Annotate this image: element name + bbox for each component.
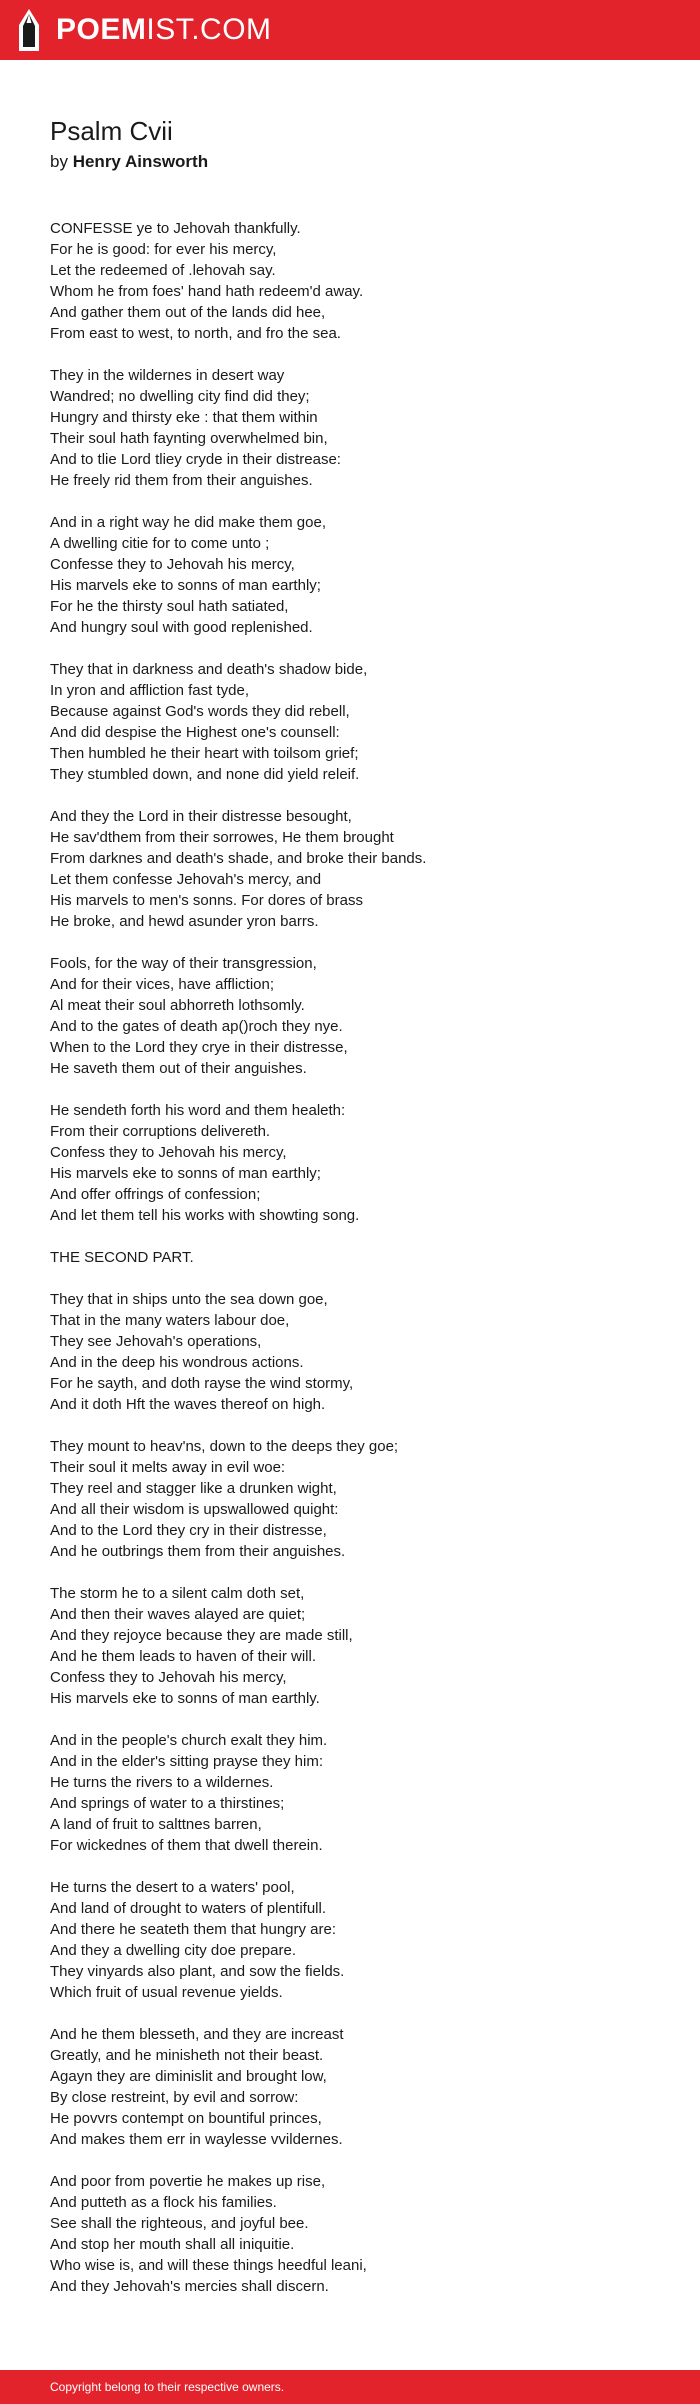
- poem-line: For he the thirsty soul hath satiated,: [50, 598, 289, 615]
- site-footer: [0, 2370, 700, 2404]
- poem-line: And let them tell his works with showting song.: [50, 1207, 360, 1224]
- poem-line: See shall the righteous, and joyful bee.: [50, 2215, 309, 2232]
- poem-line: When to the Lord they crye in their distresse,: [50, 1039, 348, 1056]
- poem-line: And in a right way he did make them goe,: [50, 514, 326, 531]
- poem-line: Al meat their soul abhorreth lothsomly.: [50, 997, 305, 1014]
- poem-line: He freely rid them from their anguishes.: [50, 472, 313, 489]
- poem-line: And makes them err in waylesse vvildernes.: [50, 2131, 343, 2148]
- author-link[interactable]: Henry Ainsworth: [72, 152, 209, 171]
- poem-line: Wandred; no dwelling city find did they;: [50, 388, 310, 405]
- poem-line: From their corruptions delivereth.: [50, 1123, 271, 1140]
- poem-line: And it doth Hft the waves thereof on high.: [50, 1396, 326, 1413]
- poem-line: And he them blesseth, and they are increast: [50, 2026, 344, 2043]
- stanza: [50, 365, 670, 491]
- stanza: [50, 1877, 670, 2003]
- poem-line: And he outbrings them from their anguishes.: [50, 1543, 346, 1560]
- poem-title: Psalm Cvii: [50, 116, 173, 146]
- poem-line: And stop her mouth shall all iniquitie.: [50, 2236, 295, 2253]
- poem-body: [50, 218, 670, 2318]
- poem-line: He sendeth forth his word and them healeth:: [50, 1102, 346, 1119]
- poem-line: And all their wisdom is upswallowed quight:: [50, 1501, 339, 1518]
- poem-line: Their soul it melts away in evil woe:: [50, 1459, 286, 1476]
- poem-line: A land of fruit to salttnes barren,: [50, 1816, 262, 1833]
- stanza: [50, 806, 670, 932]
- site-logo[interactable]: [18, 9, 272, 51]
- stanza: [50, 1247, 670, 1268]
- poem-line: That in the many waters labour doe,: [50, 1312, 290, 1329]
- stanza: [50, 1289, 670, 1415]
- pen-nib-icon: [18, 9, 40, 51]
- poem-line: For he is good: for ever his mercy,: [50, 241, 277, 258]
- poem-line: And then their waves alayed are quiet;: [50, 1606, 306, 1623]
- stanza: [50, 1730, 670, 1856]
- poem-line: He broke, and hewd asunder yron barrs.: [50, 913, 319, 930]
- poem-line: His marvels eke to sonns of man earthly;: [50, 1165, 321, 1182]
- poem-line: They mount to heav'ns, down to the deeps they goe;: [50, 1438, 399, 1455]
- poem-line: Let them confesse Jehovah's mercy, and: [50, 871, 322, 888]
- site-header: [0, 0, 700, 60]
- stanza: [50, 1583, 670, 1709]
- logo-wordmark: [56, 15, 272, 45]
- poem-line: THE SECOND PART.: [50, 1249, 194, 1266]
- stanza: [50, 218, 670, 344]
- poem-line: For wickednes of them that dwell therein.: [50, 1837, 323, 1854]
- poem-line: Agayn they are diminislit and brought low,: [50, 2068, 327, 2085]
- poem-line: They reel and stagger like a drunken wight,: [50, 1480, 337, 1497]
- logo-text-light: IST.COM: [146, 13, 272, 46]
- poem-line: And they a dwelling city doe prepare.: [50, 1942, 296, 1959]
- poem-line: He turns the rivers to a wildernes.: [50, 1774, 274, 1791]
- stanza: [50, 512, 670, 638]
- poem-line: His marvels eke to sonns of man earthly.: [50, 1690, 320, 1707]
- poem-line: Greatly, and he minisheth not their beast.: [50, 2047, 324, 2064]
- poem-line: Confess they to Jehovah his mercy,: [50, 1669, 287, 1686]
- poem-line: And to tlie Lord tliey cryde in their distrease:: [50, 451, 341, 468]
- copyright-text: Copyright belong to their respective owners.: [50, 2380, 285, 2394]
- poem-line: Hungry and thirsty eke : that them within: [50, 409, 318, 426]
- poem-line: And in the deep his wondrous actions.: [50, 1354, 304, 1371]
- poem-line: And they rejoyce because they are made still,: [50, 1627, 353, 1644]
- poem-line: And hungry soul with good replenished.: [50, 619, 313, 636]
- poem-line: Who wise is, and will these things heedful leani,: [50, 2257, 367, 2274]
- by-label: by: [50, 152, 68, 171]
- poem-line: He turns the desert to a waters' pool,: [50, 1879, 295, 1896]
- poem-line: And poor from povertie he makes up rise,: [50, 2173, 326, 2190]
- poem-line: Whom he from foes' hand hath redeem'd away.: [50, 283, 364, 300]
- poem-line: A dwelling citie for to come unto ;: [50, 535, 270, 552]
- stanza: [50, 1436, 670, 1562]
- poem-line: Confesse they to Jehovah his mercy,: [50, 556, 295, 573]
- byline: [50, 151, 650, 173]
- poem-line: And land of drought to waters of plentifull.: [50, 1900, 327, 1917]
- poem-line: CONFESSE ye to Jehovah thankfully.: [50, 220, 301, 237]
- poem-line: Which fruit of usual revenue yields.: [50, 1984, 283, 2001]
- poem-line: And offer offrings of confession;: [50, 1186, 261, 1203]
- poem-line: Then humbled he their heart with toilsom grief;: [50, 745, 359, 762]
- poem-line: For he sayth, and doth rayse the wind stormy,: [50, 1375, 354, 1392]
- poem-line: His marvels eke to sonns of man earthly;: [50, 577, 321, 594]
- stanza: [50, 1100, 670, 1226]
- stanza: [50, 953, 670, 1079]
- stanza: [50, 2024, 670, 2150]
- poem-line: He povvrs contempt on bountiful princes,: [50, 2110, 322, 2127]
- poem-line: He sav'dthem from their sorrowes, He them brought: [50, 829, 394, 846]
- poem-line: They stumbled down, and none did yield releif.: [50, 766, 360, 783]
- poem-line: In yron and affliction fast tyde,: [50, 682, 250, 699]
- poem-line: And in the elder's sitting prayse they him:: [50, 1753, 324, 1770]
- poem-line: They that in darkness and death's shadow bide,: [50, 661, 368, 678]
- poem-line: And they Jehovah's mercies shall discern.: [50, 2278, 329, 2295]
- poem-line: And they the Lord in their distresse besought,: [50, 808, 352, 825]
- poem-line: And did despise the Highest one's counsell:: [50, 724, 340, 741]
- poem-line: And putteth as a flock his families.: [50, 2194, 277, 2211]
- poem-line: And for their vices, have affliction;: [50, 976, 275, 993]
- poem-line: By close restreint, by evil and sorrow:: [50, 2089, 299, 2106]
- poem-line: His marvels to men's sonns. For dores of brass: [50, 892, 363, 909]
- poem-line: Because against God's words they did rebell,: [50, 703, 350, 720]
- stanza: [50, 659, 670, 785]
- poem-line: From east to west, to north, and fro the sea.: [50, 325, 341, 342]
- poem-line: They vinyards also plant, and sow the fields.: [50, 1963, 345, 1980]
- poem-line: And there he seateth them that hungry are:: [50, 1921, 337, 1938]
- poem-line: And he them leads to haven of their will.: [50, 1648, 316, 1665]
- poem-line: They in the wildernes in desert way: [50, 367, 285, 384]
- poem-line: Let the redeemed of .lehovah say.: [50, 262, 276, 279]
- poem-line: And gather them out of the lands did hee,: [50, 304, 326, 321]
- poem-line: The storm he to a silent calm doth set,: [50, 1585, 305, 1602]
- poem-line: And to the gates of death ap()roch they nye.: [50, 1018, 343, 1035]
- poem-line: From darknes and death's shade, and broke their bands.: [50, 850, 427, 867]
- poem-line: And to the Lord they cry in their distresse,: [50, 1522, 327, 1539]
- poem-line: And springs of water to a thirstines;: [50, 1795, 285, 1812]
- logo-text-bold: POEM: [56, 13, 147, 46]
- stanza: [50, 2171, 670, 2297]
- poem-heading: [50, 115, 650, 173]
- poem-line: He saveth them out of their anguishes.: [50, 1060, 307, 1077]
- poem-line: And in the people's church exalt they him.: [50, 1732, 328, 1749]
- poem-line: They that in ships unto the sea down goe,: [50, 1291, 328, 1308]
- poem-line: Their soul hath faynting overwhelmed bin,: [50, 430, 328, 447]
- poem-line: Fools, for the way of their transgression,: [50, 955, 317, 972]
- poem-line: Confess they to Jehovah his mercy,: [50, 1144, 287, 1161]
- poem-line: They see Jehovah's operations,: [50, 1333, 262, 1350]
